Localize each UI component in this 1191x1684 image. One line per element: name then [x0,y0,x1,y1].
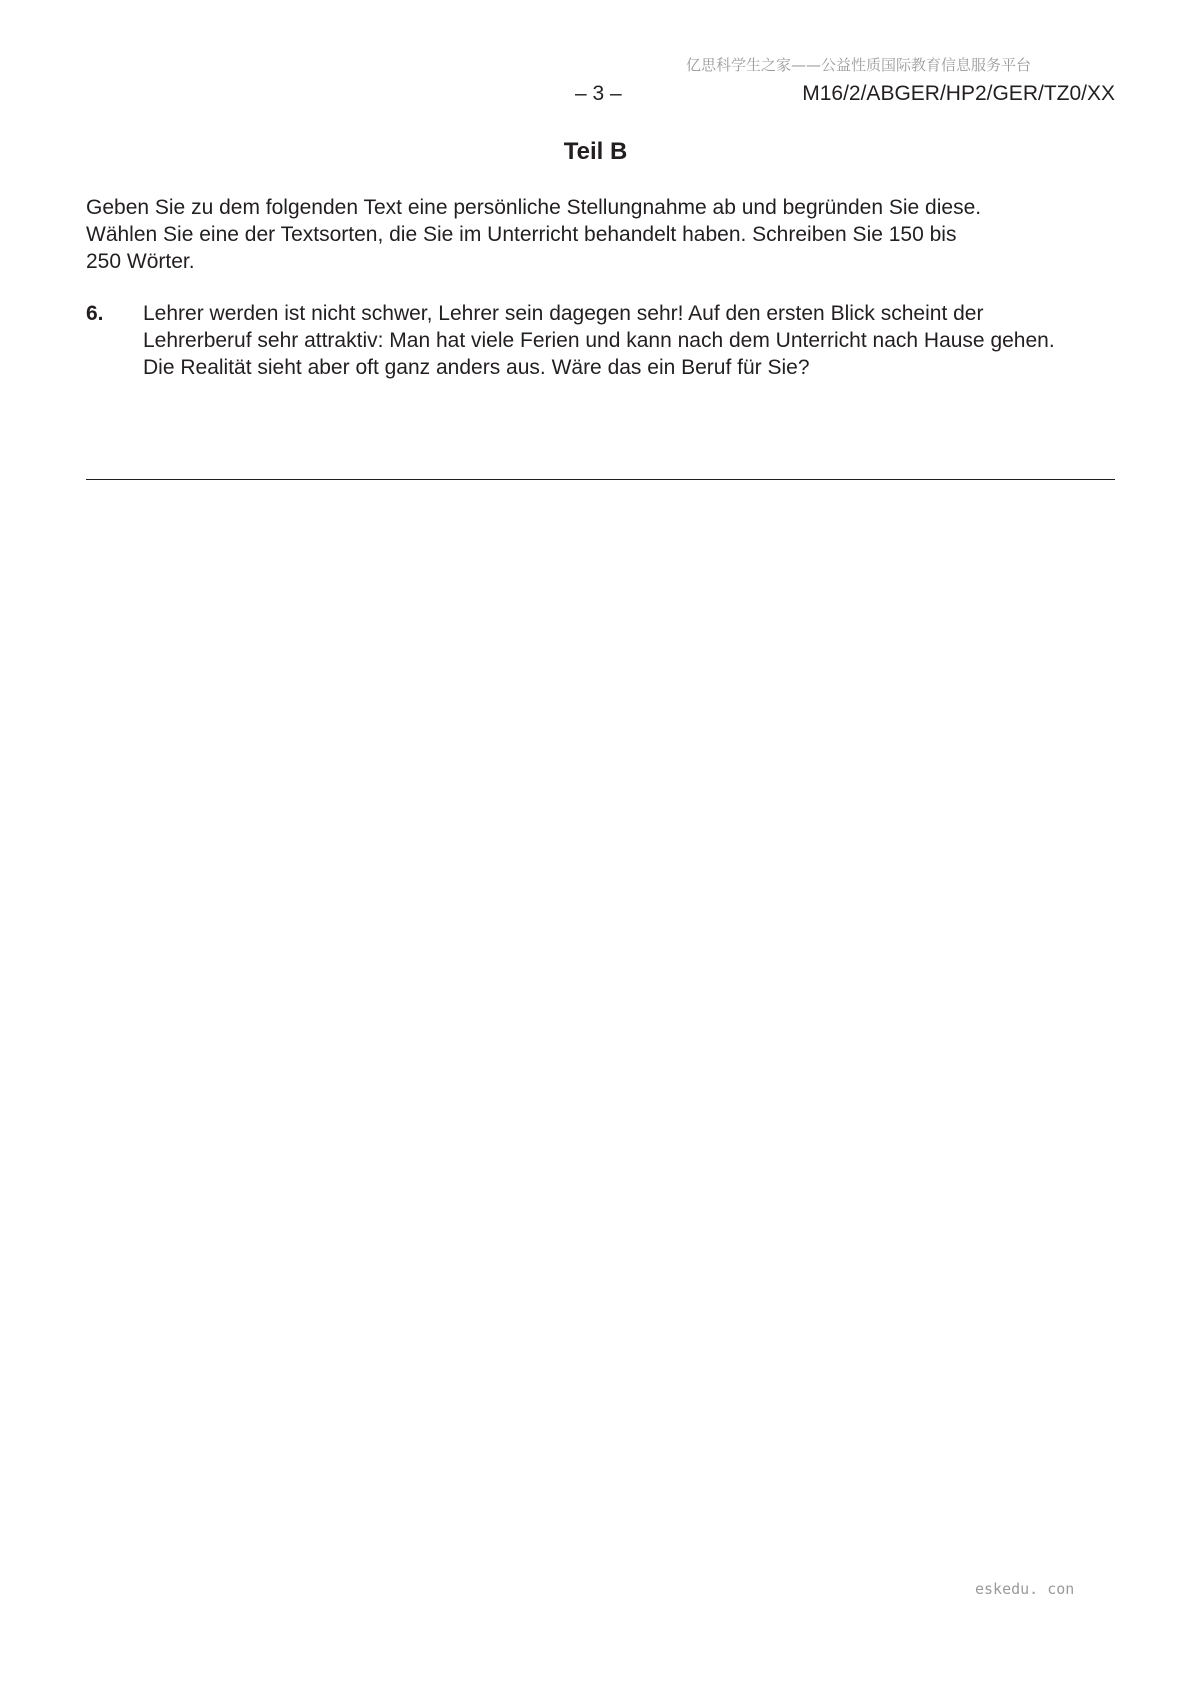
horizontal-divider [86,479,1115,480]
question-line: Die Realität sieht aber oft ganz anders aus. Wäre das ein Beruf für Sie? [143,356,810,379]
question-line: Lehrerberuf sehr attraktiv: Man hat viele Ferien und kann nach dem Unterricht nach Hause gehen. [143,329,1055,352]
section-title: Teil B [563,138,628,165]
question-text [143,300,1143,381]
instructions-line: Geben Sie zu dem folgenden Text eine persönliche Stellungnahme ab und begründen Sie diese. [86,196,982,219]
header-watermark: 亿思科学生之家——公益性质国际教育信息服务平台 [686,56,1032,74]
footer-watermark: eskedu. con [975,1580,1075,1598]
paper-code: M16/2/ABGER/HP2/GER/TZ0/XX [802,82,1115,105]
instructions-line: Wählen Sie eine der Textsorten, die Sie im Unterricht behandelt haben. Schreiben Sie 150 bis [86,223,957,246]
question-line: Lehrer werden ist nicht schwer, Lehrer sein dagegen sehr! Auf den ersten Blick scheint der [143,302,984,325]
instructions-line: 250 Wörter. [86,250,195,273]
question-number: 6. [86,302,104,325]
page-number: – 3 – [575,82,622,105]
instructions-paragraph [86,194,1126,275]
